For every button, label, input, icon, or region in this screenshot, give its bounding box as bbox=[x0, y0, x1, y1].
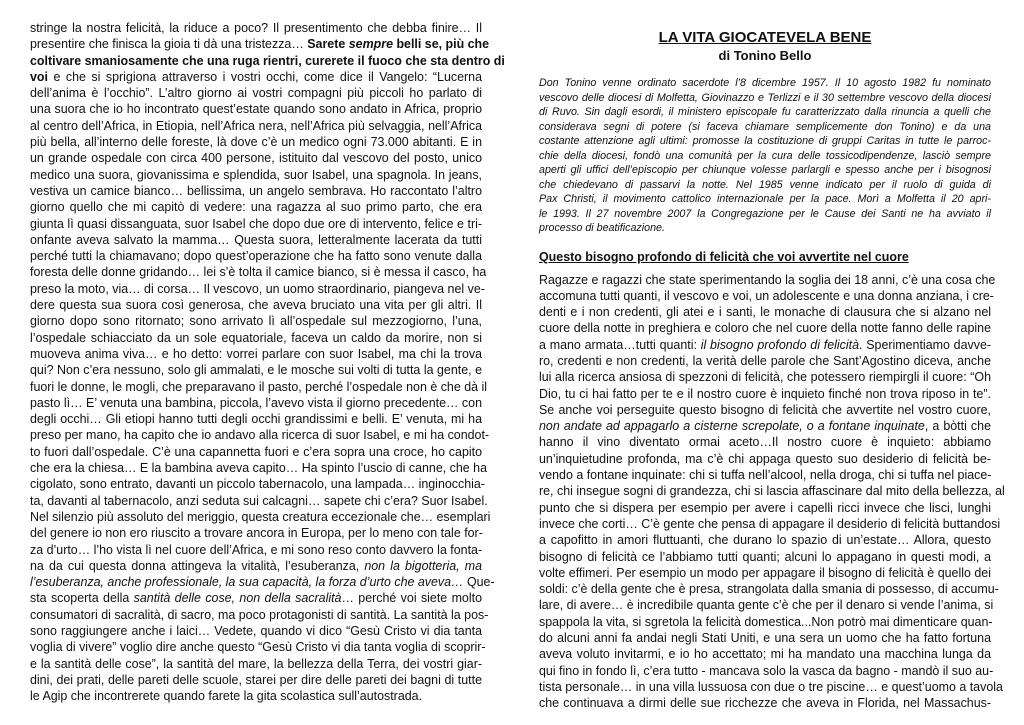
text-line bbox=[30, 607, 489, 623]
text-line bbox=[30, 639, 486, 655]
text-line bbox=[30, 281, 485, 297]
text-run: che era la chiesa… E la bambina aveva capito… Ha spinto l’uscio di canne, che ha bbox=[30, 461, 487, 476]
text-run: soldi: c’è della gente che è presa, strangolata dalla smania di possesso, di accumu- bbox=[539, 582, 999, 597]
text-run: to fuori dall’ospedale. C’è una capannetta fuori e c’era sopra una croce, ho capito bbox=[30, 444, 482, 459]
text-run: cigolato, sono entrato, davanti un piccolo tabernacolo, una lampada… inginocchia- bbox=[30, 477, 485, 492]
text-line bbox=[30, 118, 482, 134]
text-run: cuore della notte in preghiera e coloro che nel cuore della notte fanno delle rapine bbox=[539, 321, 991, 336]
text-line bbox=[539, 663, 994, 679]
text-line bbox=[539, 467, 991, 483]
text-run: re, chi insegue sogni di grandezza, chi si lascia affascinare dal mito della bellezza, al bbox=[539, 484, 1005, 499]
text-run: onfante aveva salvato la mamma… Questa suora, letteralmente lacerata da tutti bbox=[30, 232, 482, 247]
text-run: do alcuni anni fa andai negli Stati Uniti, e una sera un uomo che ha fatto fortuna bbox=[539, 631, 991, 646]
text-line bbox=[539, 597, 994, 613]
text-run: za d’urto… l’ho vista lì nel cuore dell’Africa, e mi sono reso conto davvero la fonta- bbox=[30, 542, 483, 557]
text-line bbox=[30, 411, 482, 427]
text-run: a capofitto in amori fluttuanti, che durano lo spazio di un’estate… Allora, questo bbox=[539, 533, 991, 548]
text-run: stringe la nostra felicità, la riduce a poco? Il presentimento che debba finire… Il bbox=[30, 21, 482, 35]
text-line bbox=[30, 69, 482, 85]
text-run: l’esuberanza, anche professionale, la sua capacità, la forza d’urto che aveva… bbox=[30, 575, 464, 590]
text-line bbox=[30, 150, 482, 166]
text-run: a mano armata…tutti quanti: bbox=[539, 337, 701, 352]
text-run: dini, dei prati, delle pareti delle scuole, starei per dire delle pareti dei bagni di tutte bbox=[30, 672, 482, 687]
text-run: punto che si dispera per esempio per avere i capelli ricci invece che lisci, lunghi bbox=[539, 500, 991, 515]
text-line bbox=[30, 509, 491, 525]
text-run: vestiva un camice bianco… bellissima, un angelo sembrava. Ho raccontato l’altro bbox=[30, 183, 482, 198]
text-run: lare, di avere… è incredibile quanta gente c’è che per il denaro si vende l’anima, si bbox=[539, 598, 994, 613]
text-run: e che si sprigiona attraverso i vostri occhi, come dice il Vangelo: “Lucerna bbox=[47, 69, 482, 84]
text-run: giorno dopo sono ritornato; sono arrivato lì all’ospedale sul mezzogiorno, l’una, bbox=[30, 314, 482, 329]
text-run: più bella, all’interno delle foreste, là dove c’è un medico ogni 73.000 abitanti. E in bbox=[30, 135, 482, 150]
text-run: le Agip che incontrerete quando farete la gita scolastica sull’autostrada. bbox=[30, 689, 423, 704]
left-column-text bbox=[30, 20, 505, 704]
text-run: che continuava a dirmi delle sue ricchezze che aveva in Florida, nel Massachus- bbox=[539, 696, 991, 711]
text-line bbox=[30, 297, 482, 313]
text-line bbox=[30, 134, 482, 150]
text-run: , a bòtti che bbox=[924, 419, 991, 434]
text-run: del genere io non ero riuscito a trovare ancora in Europa, per lo meno con tale for- bbox=[30, 526, 483, 541]
text-run: non andate ad appagarlo a cisterne screpolate, o a fontane inquinate bbox=[539, 419, 925, 434]
text-line bbox=[30, 101, 482, 117]
text-line bbox=[30, 590, 482, 606]
text-run: vendo a fontane inquinate: chi si tuffa nell’alcool, nella droga, chi si tuffa nel piace- bbox=[539, 468, 992, 483]
text-run: volte effimeri. Per esempio un modo per appagare il bisogno di felicità è quello dei bbox=[539, 565, 991, 580]
bio-line: chie della diocesi, fondò una comunità per la cura delle tossicodipendenze, lasciò sempre bbox=[539, 149, 991, 162]
text-run: fuori le donne, le mogli, che preparavano il pasto, perché l’ospedale non è che dà il bbox=[30, 379, 488, 394]
text-run: Ragazze e ragazzi che state sperimentando la soglia dei 18 anni, c’è una cosa che bbox=[539, 272, 996, 287]
text-run: accomuna tutti quanti, il vescovo e voi, un adolescente e una donna anziana, i cre- bbox=[539, 288, 994, 303]
text-line bbox=[30, 167, 482, 183]
article-author: di Tonino Bello bbox=[718, 48, 812, 63]
text-run: dere questa sua suora così generosa, che aveva bruciato una vita per gli altri. Il bbox=[30, 298, 482, 313]
text-run: bisogno di felicità ce l’abbiamo tutti quanti; alcuni lo appagano in questi modi, a bbox=[539, 549, 991, 564]
text-run: l’ospedale schiacciato da un sole equatoriale, faceva un caldo da morire, non si bbox=[30, 330, 482, 345]
bio-line: di Ruvo. Sin dagli esordi, il ministero episcopale fu caratterizzato dalla rinuncia a quelli che bbox=[539, 106, 991, 118]
bio-line: costante attenzione agli ultimi: promosse la costituzione di gruppi Caritas in tutte le parroc- bbox=[539, 135, 991, 147]
bio-line: processo di beatificazione. bbox=[539, 222, 665, 234]
text-run: presentire che finisca la gioia ti dà una tristezza… bbox=[30, 37, 308, 52]
text-line bbox=[30, 313, 482, 329]
text-line bbox=[539, 418, 991, 434]
text-run: al centro dell’Africa, in Etiopia, nell’Africa nera, nell’Africa più selvaggia, nell’Africa bbox=[30, 118, 482, 133]
text-run: voglia di vivere” voglio dire anche questo “Gesù Cristo vi dia tanta voglia di scoprir- bbox=[30, 640, 486, 655]
bio-line: vescovo delle diocesi di Molfetta, Giovinazzo e Terlizzi e il 30 settembre vescovo della diocesi bbox=[539, 91, 991, 104]
text-line bbox=[539, 695, 991, 711]
text-line bbox=[30, 558, 482, 574]
text-line bbox=[30, 85, 482, 101]
text-run: un’inquietudine profonda, ma c’è chi appaga questo suo desiderio di felicità be- bbox=[539, 451, 991, 466]
text-line bbox=[30, 330, 482, 346]
text-line bbox=[539, 304, 991, 320]
text-line bbox=[539, 646, 991, 662]
text-run: Sarete bbox=[307, 37, 349, 52]
author-biography bbox=[539, 76, 991, 236]
bio-line: aperti gli uffici dell’episcopio per chiunque volesse parlargli e spesso anche per i bisognosi bbox=[539, 164, 991, 176]
text-run: e la santità delle cose”, la santità del mare, la bellezza della Terra, dei vostri giar- bbox=[30, 656, 482, 671]
text-run: pasto lì… E’ venuta una bambina, piccola, l’avevo vista il giorno precedente… con bbox=[30, 395, 482, 410]
bio-line: considerava segni di potere (si faceva chiamare semplicemente don Tonino) e da una bbox=[539, 120, 991, 133]
bio-line: le 1993. Il 27 novembre 2007 la Congregazione per le Cause dei Santi ne ha avviato il bbox=[539, 207, 991, 220]
text-run: qui? Non c’era nessuno, solo gli ammalati, e le mosche sui volti di tutta la gente, e bbox=[30, 363, 482, 378]
text-line bbox=[30, 183, 482, 199]
text-run: Dio, tu ci hai fatto per te e il nostro cuore è inquieto finché non trova riposo in te”. bbox=[539, 386, 991, 401]
text-run: na da cui questa donna attingeva la vitalità, l’esuberanza, bbox=[30, 558, 365, 573]
section-heading: Questo bisogno profondo di felicità che voi avvertite nel cuore bbox=[539, 249, 909, 264]
text-run: hanno il vino diventato ormai aceto…Il nostro cuore è inquieto: abbiamo bbox=[539, 435, 991, 450]
text-run: degli occhi… Gli etiopi hanno tutti degli occhi grandissimi e belli. E’ venuta, mi ha bbox=[30, 412, 482, 427]
text-line bbox=[539, 483, 1005, 499]
text-line bbox=[30, 395, 482, 411]
text-line bbox=[30, 264, 487, 280]
text-line bbox=[30, 379, 488, 395]
text-run: giorno quello che mi capitò di vedere: una ragazza al suo primo parto, che era bbox=[30, 200, 482, 215]
text-line bbox=[539, 565, 991, 581]
text-line bbox=[30, 574, 495, 590]
text-run: un grande ospedale con circa 400 persone, istituito dal vescovo del posto, unico bbox=[30, 151, 482, 166]
text-line bbox=[539, 630, 991, 646]
text-line bbox=[30, 656, 482, 672]
text-run: lui alla ricerca ansiosa di spezzoni di felicità, che potessero riempirgli il cuore: “Oh bbox=[539, 370, 991, 385]
text-line bbox=[30, 248, 482, 264]
text-line bbox=[30, 444, 482, 460]
text-line bbox=[539, 272, 996, 288]
bio-line: che chiedevano di passarvi la notte. Nel 1985 venne indicato per il ruolo di guida di bbox=[539, 178, 991, 191]
text-run: invece che corti… C’è gente che pensa di appagare il desiderio di felicità buttandosi bbox=[539, 516, 1001, 531]
text-run: qui fino in fondo lì, c’era tutto - mancava solo la vasca da bagno - mandò il suo au- bbox=[539, 663, 994, 678]
text-line bbox=[30, 346, 482, 362]
text-run: sempre bbox=[348, 37, 393, 52]
text-run: voi bbox=[30, 69, 48, 84]
text-run: ta, davanti al tabernacolo, anzi seduta sui calcagni… sapete chi c’era? Suor Isabel. bbox=[30, 493, 488, 508]
text-run: il bisogno profondo di felicità bbox=[700, 337, 859, 352]
text-run: preso per mano, ha capito che io andavo alla ricerca di suor Isabel, e mi ha condot- bbox=[30, 428, 490, 443]
text-run: belli se, più che bbox=[392, 37, 490, 52]
bio-line: Pax Christi, il movimento cattolico internazionale per la pace. Morì a Molfetta il 20 apri- bbox=[539, 193, 991, 205]
text-run: foresta delle donne gridando… lei s’è tolta il camice bianco, si è messa il casco, ha bbox=[30, 265, 487, 280]
text-line bbox=[539, 353, 991, 369]
text-line bbox=[539, 679, 1003, 695]
text-run: aveva voluto invitarmi, e io ho accettato; mi ha mandato una macchina lunga da bbox=[539, 647, 991, 662]
text-run: sta scoperta della bbox=[30, 591, 134, 606]
text-line bbox=[539, 516, 1001, 532]
text-run: perché tutti la chiamavano; dopo quest’operazione che ha fatto sono venute dalla bbox=[30, 249, 482, 264]
text-run: santità delle cose, non della sacralità bbox=[133, 591, 342, 606]
text-line bbox=[30, 623, 482, 639]
right-column-body bbox=[539, 272, 1005, 712]
text-line bbox=[539, 532, 991, 548]
text-line bbox=[539, 369, 991, 385]
text-line bbox=[30, 232, 482, 248]
text-run: . Sperimentiamo davve- bbox=[859, 337, 992, 352]
text-line bbox=[30, 362, 482, 378]
text-line bbox=[539, 581, 999, 597]
article-title: LA VITA GIOCATEVELA BENE bbox=[658, 29, 872, 46]
right-column bbox=[539, 20, 1005, 712]
text-line bbox=[30, 216, 482, 232]
text-run: giunta lì quasi dissanguata, suor Isabel che dopo due ore di intervento, felice e tri- bbox=[30, 216, 482, 231]
text-line bbox=[30, 53, 505, 69]
text-line bbox=[30, 20, 482, 36]
text-run: tista personale… in una villa lussuosa con due o tre piscine… e quest’uomo a tavola bbox=[539, 679, 1003, 694]
text-line bbox=[30, 199, 482, 215]
text-line bbox=[30, 688, 482, 704]
text-line bbox=[30, 542, 482, 558]
text-line bbox=[539, 451, 991, 467]
text-line bbox=[30, 525, 482, 541]
bio-line: Don Tonino venne ordinato sacerdote l’8 dicembre 1957. Il 10 agosto 1982 fu nominato bbox=[539, 77, 991, 89]
text-line bbox=[30, 493, 488, 509]
text-run: una suora che io ho incontrato quest’estate quando sono andato in Africa, proprio bbox=[30, 102, 482, 117]
text-line bbox=[539, 500, 991, 516]
text-line bbox=[539, 386, 991, 402]
text-run: sono raggiungere anche i laici… Vedete, quando vi dico “Gesù Cristo vi dia tanta bbox=[30, 623, 482, 638]
text-line bbox=[30, 476, 485, 492]
text-run: dell’anima è l’occhio”. L’altro giorno ai vostri compagni più piccoli ho parlato di bbox=[30, 86, 482, 101]
text-line bbox=[539, 320, 991, 336]
text-line bbox=[539, 337, 991, 353]
text-line bbox=[539, 288, 994, 304]
text-run: Nel silenzio più assoluto del meriggio, questa creatura eccezionale che… esemplari bbox=[30, 509, 491, 524]
text-run: … perché voi siete molto bbox=[341, 591, 482, 606]
text-line bbox=[539, 434, 991, 450]
text-run: medico una suora, giovanissima e splendida, suor Isabel, una spagnola. In jeans, bbox=[30, 167, 482, 182]
text-line bbox=[539, 614, 991, 630]
text-line bbox=[539, 402, 991, 418]
text-run: muoveva anima viva… e ho detto: vorrei parlare con suor Isabel, ma chi la trova bbox=[30, 346, 482, 361]
text-run: denti e i non credenti, gli atei e i santi, le monache di clausura che si alzano nel bbox=[539, 305, 991, 320]
text-run: Que- bbox=[463, 575, 495, 590]
text-run: consumatori di sacralità, di sacro, ma poco protagonisti di santità. La santità la pos- bbox=[30, 607, 489, 622]
text-run: spappola la vita, si sgretola la felicità domestica...Non potrò mai dimenticare quan- bbox=[539, 614, 993, 629]
text-run: coltivare smaniosamente che una ruga rientri, curerete il fuoco che sta dentro di bbox=[30, 53, 505, 68]
text-run: ro, credenti e non credenti, la verità delle parole che Sant’Agostino diceva, anche bbox=[539, 353, 991, 368]
text-line bbox=[30, 460, 487, 476]
text-run: preso la moto, via… di corsa… Il vescovo, un uomo straordinario, piangeva nel ve- bbox=[30, 281, 485, 296]
text-line bbox=[30, 36, 490, 52]
text-run: non la bigotteria, ma bbox=[364, 558, 483, 573]
text-line bbox=[30, 427, 490, 443]
text-run: Se anche voi perseguite questo bisogno di felicità che avvertite nel vostro cuore, bbox=[539, 402, 991, 417]
text-line bbox=[30, 672, 482, 688]
text-line bbox=[539, 549, 991, 565]
